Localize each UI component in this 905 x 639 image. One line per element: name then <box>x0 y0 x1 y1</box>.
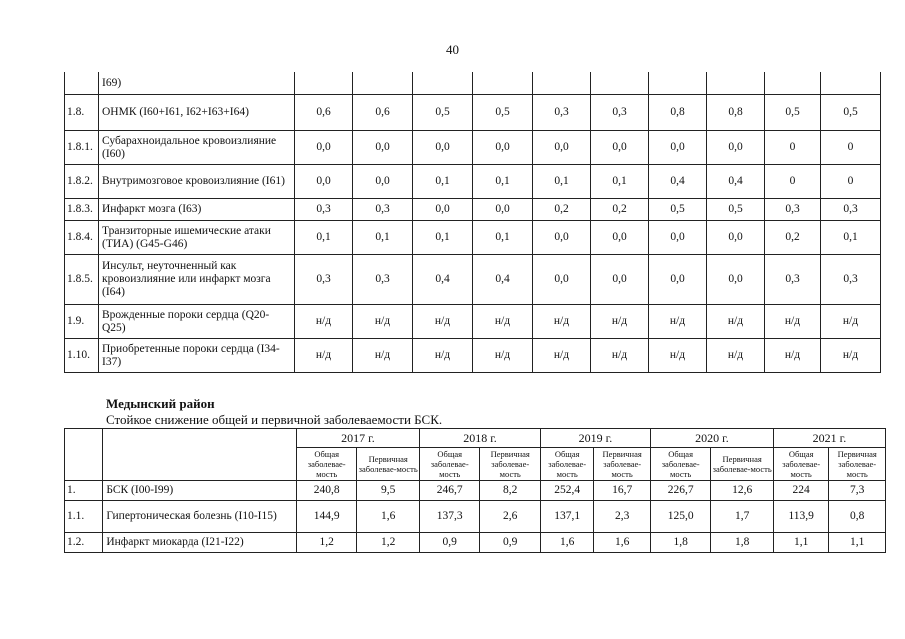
value-cell: 0 <box>821 165 881 199</box>
general-morbidity-header: Общая заболевае-мость <box>296 448 357 481</box>
row-name: Внутримозговое кровоизлияние (I61) <box>99 165 295 199</box>
value-cell: 0,5 <box>707 199 765 221</box>
value-cell: 0,8 <box>707 95 765 131</box>
value-cell: н/д <box>353 339 413 373</box>
value-cell: 0,0 <box>707 255 765 305</box>
value-cell: 0,0 <box>707 131 765 165</box>
row-code: 1.2. <box>65 533 103 553</box>
value-cell: 16,7 <box>594 481 650 501</box>
value-cell: 0,1 <box>413 165 473 199</box>
value-cell: н/д <box>473 339 533 373</box>
value-cell: 8,2 <box>480 481 541 501</box>
value-cell: 0,0 <box>591 221 649 255</box>
value-cell: 0,5 <box>413 95 473 131</box>
district-subheading: Стойкое снижение общей и первичной заболеваемости БСК. <box>106 412 443 427</box>
table-row <box>65 533 886 553</box>
value-cell: 0,0 <box>591 255 649 305</box>
value-cell: н/д <box>649 339 707 373</box>
value-cell <box>707 72 765 95</box>
value-cell: 1,1 <box>829 533 886 553</box>
value-cell: 0,1 <box>473 221 533 255</box>
value-cell <box>295 72 353 95</box>
general-morbidity-header: Общая заболевае-мость <box>773 448 828 481</box>
value-cell: н/д <box>533 305 591 339</box>
value-cell: 0,5 <box>473 95 533 131</box>
value-cell: 0,0 <box>533 255 591 305</box>
value-cell: 1,2 <box>357 533 420 553</box>
value-cell: н/д <box>413 305 473 339</box>
row-name: Приобретенные пороки сердца (I34-I37) <box>99 339 295 373</box>
value-cell: 1,8 <box>711 533 774 553</box>
value-cell: 0,3 <box>353 199 413 221</box>
header-empty-name <box>103 429 297 481</box>
row-name: Гипертоническая болезнь (I10-I15) <box>103 501 297 533</box>
value-cell: 0,1 <box>591 165 649 199</box>
value-cell: 0,1 <box>533 165 591 199</box>
general-morbidity-header: Общая заболевае-мость <box>419 448 480 481</box>
value-cell: 0,1 <box>295 221 353 255</box>
value-cell: 1,8 <box>650 533 711 553</box>
district-heading: Медынский район <box>106 396 215 411</box>
value-cell: 224 <box>773 481 828 501</box>
value-cell: 0,4 <box>707 165 765 199</box>
value-cell: 1,1 <box>773 533 828 553</box>
value-cell: 0,0 <box>353 165 413 199</box>
row-code: 1.8.4. <box>65 221 99 255</box>
value-cell <box>649 72 707 95</box>
value-cell: 0,3 <box>591 95 649 131</box>
value-cell <box>413 72 473 95</box>
row-code: 1.8.5. <box>65 255 99 305</box>
value-cell: 0,9 <box>480 533 541 553</box>
row-code: 1.8.2. <box>65 165 99 199</box>
value-cell: 0,0 <box>473 199 533 221</box>
value-cell: 252,4 <box>540 481 593 501</box>
value-cell: 0,8 <box>829 501 886 533</box>
table-row <box>65 131 881 165</box>
table-row <box>65 165 881 199</box>
row-code: 1.8. <box>65 95 99 131</box>
value-cell: 0,5 <box>765 95 821 131</box>
value-cell: 144,9 <box>296 501 357 533</box>
row-name: Транзиторные ишемические атаки (ТИА) (G45-G46) <box>99 221 295 255</box>
value-cell: 0,9 <box>419 533 480 553</box>
value-cell: 0,3 <box>295 255 353 305</box>
primary-morbidity-header: Первичная заболевае-мость <box>357 448 420 481</box>
row-code: 1.8.3. <box>65 199 99 221</box>
primary-morbidity-header: Первичная заболевае-мость <box>711 448 774 481</box>
value-cell: 137,1 <box>540 501 593 533</box>
row-code <box>65 72 99 95</box>
value-cell: 0,3 <box>533 95 591 131</box>
row-name: Субарахноидальное кровоизлияние (I60) <box>99 131 295 165</box>
primary-morbidity-header: Первичная заболевае-мость <box>594 448 650 481</box>
value-cell: 0,2 <box>765 221 821 255</box>
value-cell: 0,0 <box>353 131 413 165</box>
value-cell: н/д <box>591 339 649 373</box>
value-cell: 0,0 <box>649 221 707 255</box>
row-name: Врожденные пороки сердца (Q20-Q25) <box>99 305 295 339</box>
district-morbidity-table <box>64 428 886 553</box>
value-cell: 2,3 <box>594 501 650 533</box>
table-row <box>65 221 881 255</box>
year-header: 2017 г. <box>296 429 419 448</box>
value-cell: 0,0 <box>649 131 707 165</box>
value-cell: 0,1 <box>821 221 881 255</box>
general-morbidity-header: Общая заболевае-мость <box>650 448 711 481</box>
value-cell: 1,6 <box>540 533 593 553</box>
value-cell: 0,0 <box>413 131 473 165</box>
value-cell <box>821 72 881 95</box>
value-cell: н/д <box>821 339 881 373</box>
value-cell: 0,3 <box>821 199 881 221</box>
value-cell: 0,4 <box>649 165 707 199</box>
value-cell: 0,3 <box>765 255 821 305</box>
value-cell: 0,6 <box>353 95 413 131</box>
value-cell: 0,3 <box>295 199 353 221</box>
value-cell: 1,6 <box>594 533 650 553</box>
value-cell: 0,4 <box>473 255 533 305</box>
row-code: 1. <box>65 481 103 501</box>
value-cell: 246,7 <box>419 481 480 501</box>
value-cell: 0,0 <box>707 221 765 255</box>
value-cell: 113,9 <box>773 501 828 533</box>
value-cell: 0,6 <box>295 95 353 131</box>
value-cell: н/д <box>649 305 707 339</box>
morbidity-table-continued <box>64 72 881 373</box>
value-cell: 0,3 <box>821 255 881 305</box>
value-cell: н/д <box>591 305 649 339</box>
row-code: 1.10. <box>65 339 99 373</box>
value-cell: н/д <box>295 339 353 373</box>
general-morbidity-header: Общая заболевае-мость <box>540 448 593 481</box>
row-name: Инсульт, неуточненный как кровоизлияние или инфаркт мозга (I64) <box>99 255 295 305</box>
value-cell: 12,6 <box>711 481 774 501</box>
table-row <box>65 95 881 131</box>
value-cell: н/д <box>413 339 473 373</box>
row-name: БСК (I00-I99) <box>103 481 297 501</box>
value-cell: н/д <box>707 305 765 339</box>
year-header: 2020 г. <box>650 429 773 448</box>
page-number: 40 <box>446 42 459 57</box>
year-header: 2021 г. <box>773 429 885 448</box>
value-cell: 0,2 <box>533 199 591 221</box>
value-cell: 125,0 <box>650 501 711 533</box>
value-cell: 0,0 <box>473 131 533 165</box>
table-row <box>65 501 886 533</box>
value-cell: 0,0 <box>533 131 591 165</box>
value-cell: 9,5 <box>357 481 420 501</box>
year-header-row <box>65 429 886 448</box>
value-cell: н/д <box>353 305 413 339</box>
value-cell: 0 <box>821 131 881 165</box>
value-cell: н/д <box>295 305 353 339</box>
value-cell: 1,7 <box>711 501 774 533</box>
value-cell: 0,0 <box>295 131 353 165</box>
value-cell: 0 <box>765 165 821 199</box>
value-cell: 1,2 <box>296 533 357 553</box>
value-cell: 226,7 <box>650 481 711 501</box>
value-cell: 0,1 <box>353 221 413 255</box>
value-cell: 0,2 <box>591 199 649 221</box>
row-name: Инфаркт миокарда (I21-I22) <box>103 533 297 553</box>
value-cell: 2,6 <box>480 501 541 533</box>
value-cell: н/д <box>821 305 881 339</box>
value-cell: 0,0 <box>413 199 473 221</box>
table-row <box>65 339 881 373</box>
value-cell <box>473 72 533 95</box>
table-row <box>65 255 881 305</box>
primary-morbidity-header: Первичная заболевае-мость <box>829 448 886 481</box>
year-header: 2019 г. <box>540 429 650 448</box>
row-name: I69) <box>99 72 295 95</box>
value-cell: н/д <box>533 339 591 373</box>
value-cell: 0,3 <box>353 255 413 305</box>
value-cell: н/д <box>473 305 533 339</box>
row-name: ОНМК (I60+I61, I62+I63+I64) <box>99 95 295 131</box>
value-cell: н/д <box>765 339 821 373</box>
row-code: 1.1. <box>65 501 103 533</box>
value-cell: 0,1 <box>473 165 533 199</box>
table-row <box>65 72 881 95</box>
value-cell: н/д <box>707 339 765 373</box>
value-cell: 240,8 <box>296 481 357 501</box>
value-cell <box>353 72 413 95</box>
value-cell <box>765 72 821 95</box>
row-name: Инфаркт мозга (I63) <box>99 199 295 221</box>
table-row <box>65 481 886 501</box>
table-row <box>65 199 881 221</box>
value-cell <box>533 72 591 95</box>
value-cell: н/д <box>765 305 821 339</box>
value-cell: 137,3 <box>419 501 480 533</box>
value-cell: 0,0 <box>649 255 707 305</box>
year-header: 2018 г. <box>419 429 540 448</box>
value-cell: 0 <box>765 131 821 165</box>
header-empty-code <box>65 429 103 481</box>
value-cell: 0,0 <box>295 165 353 199</box>
row-code: 1.9. <box>65 305 99 339</box>
value-cell: 0,0 <box>591 131 649 165</box>
value-cell: 7,3 <box>829 481 886 501</box>
value-cell: 0,1 <box>413 221 473 255</box>
value-cell: 0,8 <box>649 95 707 131</box>
row-code: 1.8.1. <box>65 131 99 165</box>
value-cell: 0,5 <box>821 95 881 131</box>
value-cell: 1,6 <box>357 501 420 533</box>
table-row <box>65 305 881 339</box>
value-cell: 0,0 <box>533 221 591 255</box>
value-cell <box>591 72 649 95</box>
value-cell: 0,4 <box>413 255 473 305</box>
value-cell: 0,5 <box>649 199 707 221</box>
value-cell: 0,3 <box>765 199 821 221</box>
primary-morbidity-header: Первичная заболевае-мость <box>480 448 541 481</box>
